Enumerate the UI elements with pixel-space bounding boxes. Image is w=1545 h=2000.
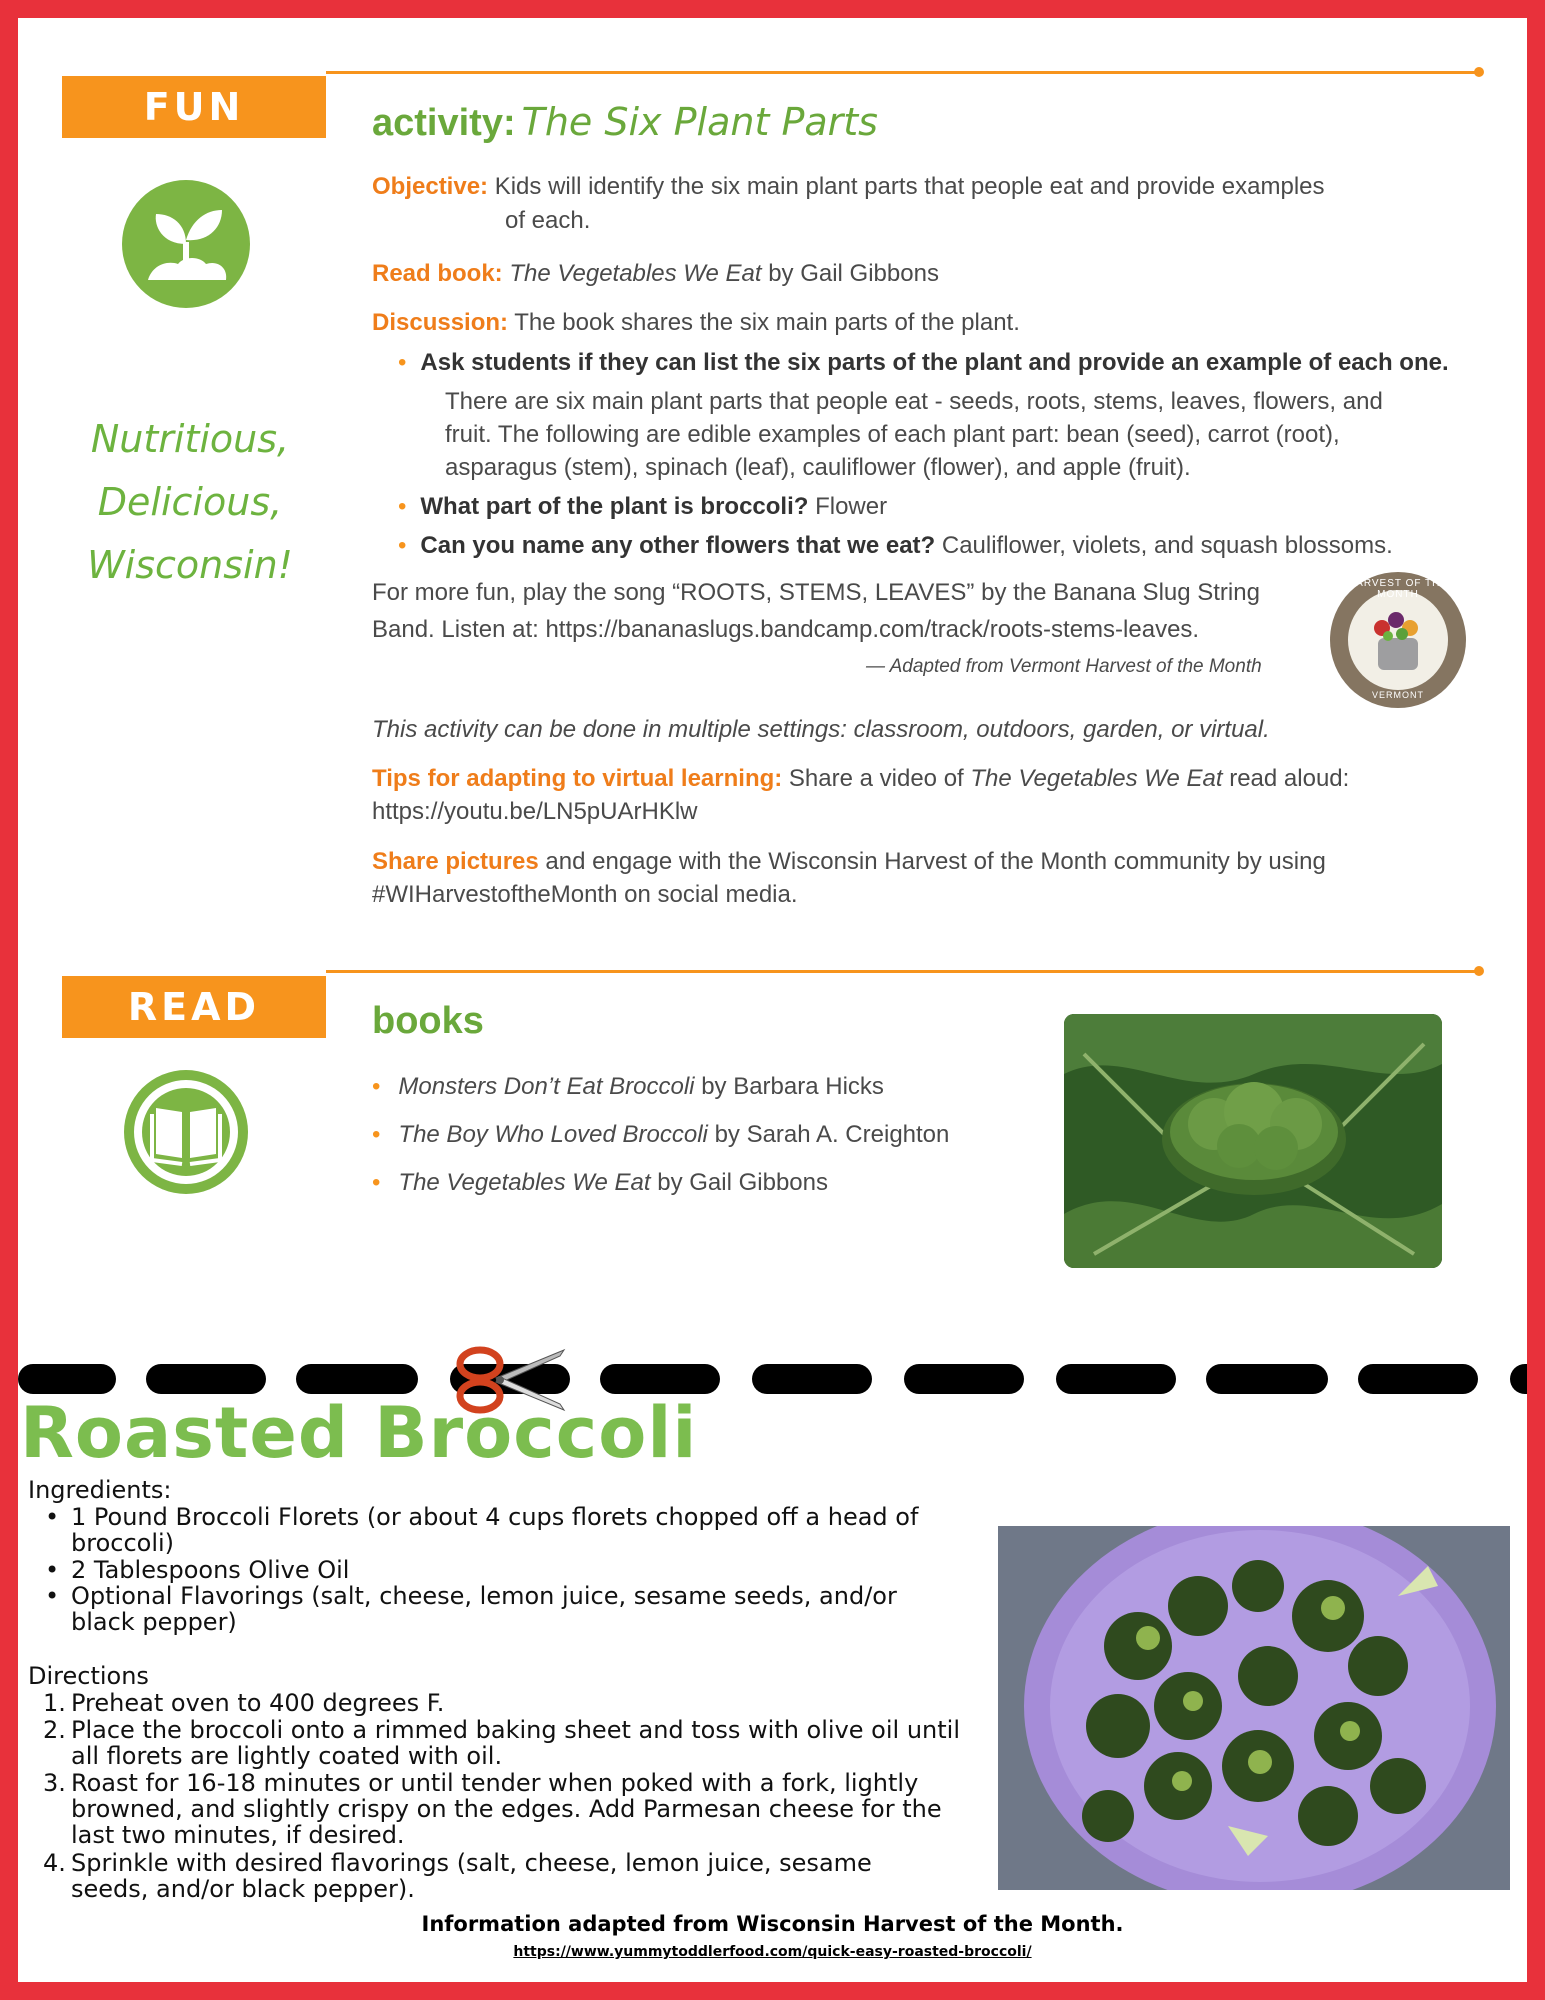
discussion [372,306,1020,339]
question-2: • What part of the plant is broccoli? Flower [398,493,888,520]
question-3-text: Can you name any other flowers that we eat? [420,532,936,559]
more-fun-line-1: For more fun, play the song “ROOTS, STEMS, LEAVES” by the Banana Slug String [372,579,1260,606]
step-number: 4. [43,1849,66,1877]
answer-line: asparagus (stem), spinach (leaf), cauliflower (flower), and apple (fruit). [445,454,1191,481]
cut-line-dash [1056,1364,1176,1394]
roasted-broccoli-photo [998,1526,1510,1890]
footer-credit: Information adapted from Wisconsin Harvest of the Month. [421,1912,1124,1936]
read-tab: READ [62,976,326,1038]
ingredient-text-cont: broccoli) [71,1529,175,1557]
step-text: Preheat oven to 400 degrees F. [71,1689,445,1717]
activity-title: The Six Plant Parts [521,100,878,144]
question-1-answer [445,385,1383,484]
read-book-label: Read book: [372,260,503,287]
cut-line-dash [600,1364,720,1394]
answer-line: There are six main plant parts that people eat - seeds, roots, stems, leaves, flowers, and [445,388,1383,415]
question-3: • Can you name any other flowers that we eat? Cauliflower, violets, and squash blossoms. [398,532,1393,559]
recipe-title: Roasted Broccoli [20,1392,698,1474]
slogan [70,408,310,597]
cut-line-dash [1206,1364,1328,1394]
objective-text-cont: of each. [505,207,591,234]
direction-step [43,1849,872,1903]
share-text: and engage with the Wisconsin Harvest of the Month community by using [545,848,1326,875]
step-number: 2. [43,1716,66,1744]
question-3-answer: Cauliflower, violets, and squash blossoms. [941,532,1393,559]
adapted-credit: — Adapted from Vermont Harvest of the Month [866,656,1262,677]
settings-note: This activity can be done in multiple settings: classroom, outdoors, garden, or virtual. [372,716,1270,743]
share-pictures [372,845,1326,878]
badge-top-text: HARVEST OF THE MONTH [1347,578,1449,600]
step-text: Roast for 16-18 minutes or until tender when poked with a fork, lightly [71,1769,919,1797]
step-text: Sprinkle with desired flavorings (salt, cheese, lemon juice, sesame [71,1849,872,1877]
question-1: • Ask students if they can list the six parts of the plant and provide an example of each one. [398,349,1449,376]
discussion-label: Discussion: [372,309,509,336]
direction-step [43,1716,960,1770]
ingredient-item: • 2 Tablespoons Olive Oil [45,1556,350,1584]
step-text: browned, and slightly crispy on the edges. Add Parmesan cheese for the [71,1795,942,1823]
badge-bottom-text: VERMONT [1372,690,1424,700]
tips-book-title: The Vegetables We Eat [970,765,1223,792]
tips-text-end: read aloud: [1229,765,1350,792]
virtual-tips [372,762,1349,795]
ingredient-text: 2 Tablespoons Olive Oil [71,1556,350,1584]
answer-line: fruit. The following are edible examples of each plant part: bean (seed), carrot (root), [445,421,1340,448]
objective-label: Objective: [372,173,489,200]
question-2-text: What part of the plant is broccoli? [420,493,809,520]
question-1-text: Ask students if they can list the six parts of the plant and provide an example of each one. [420,349,1449,376]
step-text: last two minutes, if desired. [71,1821,405,1849]
read-divider-dot [1474,966,1484,976]
share-label: Share pictures [372,848,539,875]
read-divider [326,970,1476,973]
slogan-line-2: Delicious, [97,480,283,524]
slogan-line-1: Nutritious, [90,417,290,461]
broccoli-plant-photo [1064,1014,1442,1268]
footer-source-link[interactable]: https://www.yummytoddlerfood.com/quick-easy-roasted-broccoli/ [513,1944,1032,1960]
ingredient-item: • 1 Pound Broccoli Florets (or about 4 cups florets chopped off a head of broccoli) [45,1503,919,1557]
book-item-2: • The Boy Who Loved Broccoli by Sarah A. Creighton [372,1121,950,1148]
book-author: by Sarah A. Creighton [714,1121,950,1148]
tips-label: Tips for adapting to virtual learning: [372,765,783,792]
ingredients-label: Ingredients: [28,1476,172,1504]
cut-line-dash [904,1364,1024,1394]
harvest-badge [1330,572,1466,708]
step-text: Place the broccoli onto a rimmed baking sheet and toss with olive oil until [71,1716,960,1744]
read-book [372,257,939,290]
cut-line-dash [296,1364,418,1394]
ingredient-item: • Optional Flavorings (salt, cheese, lemon juice, sesame seeds, and/or black pepper) [45,1582,897,1636]
step-number: 3. [43,1769,66,1797]
question-2-answer: Flower [815,493,888,520]
book-title: The Boy Who Loved Broccoli [398,1121,708,1148]
read-book-author: by Gail Gibbons [768,260,939,287]
book-item-1: • Monsters Don’t Eat Broccoli by Barbara Hicks [372,1073,884,1100]
cut-line-dash [1510,1364,1545,1394]
cut-line-dash [18,1364,116,1394]
tips-text: Share a video of [788,765,964,792]
book-author: by Gail Gibbons [657,1169,828,1196]
video-link[interactable]: https://youtu.be/LN5pUArHKlw [372,798,698,825]
fun-tab: FUN [62,76,326,138]
read-book-title: The Vegetables We Eat [509,260,762,287]
objective-text: Kids will identify the six main plant parts that people eat and provide examples [494,173,1325,200]
ingredient-text: 1 Pound Broccoli Florets (or about 4 cups florets chopped off a head of [71,1503,919,1531]
directions-label: Directions [28,1662,149,1690]
slogan-line-3: Wisconsin! [87,543,293,587]
step-text: seeds, and/or black pepper). [71,1875,415,1903]
fun-divider-dot [1474,67,1484,77]
direction-step [43,1769,942,1849]
book-icon [118,1064,254,1200]
discussion-text: The book shares the six main parts of the plant. [514,309,1020,336]
book-item-3: • The Vegetables We Eat by Gail Gibbons [372,1169,828,1196]
sprout-icon [122,180,250,308]
more-fun [372,574,1260,648]
cut-line-dash [752,1364,872,1394]
fun-divider [326,71,1476,74]
activity-label: activity: [372,102,516,144]
ingredient-text: Optional Flavorings (salt, cheese, lemon juice, sesame seeds, and/or [71,1582,897,1610]
cut-line-dash [1358,1364,1478,1394]
step-number: 1. [43,1689,66,1717]
activity-heading [372,100,878,145]
ingredient-text-cont: black pepper) [71,1608,237,1636]
step-text: all florets are lightly coated with oil. [71,1742,503,1770]
book-title: Monsters Don’t Eat Broccoli [398,1073,695,1100]
objective [372,170,1325,203]
direction-step [43,1689,445,1717]
books-heading: books [372,1000,484,1042]
cut-line-dash [146,1364,266,1394]
book-author: by Barbara Hicks [701,1073,884,1100]
share-hashtag: #WIHarvestoftheMonth on social media. [372,881,798,908]
book-title: The Vegetables We Eat [398,1169,651,1196]
more-fun-line-2: Band. Listen at: https://bananaslugs.bandcamp.com/track/roots-stems-leaves. [372,616,1200,643]
